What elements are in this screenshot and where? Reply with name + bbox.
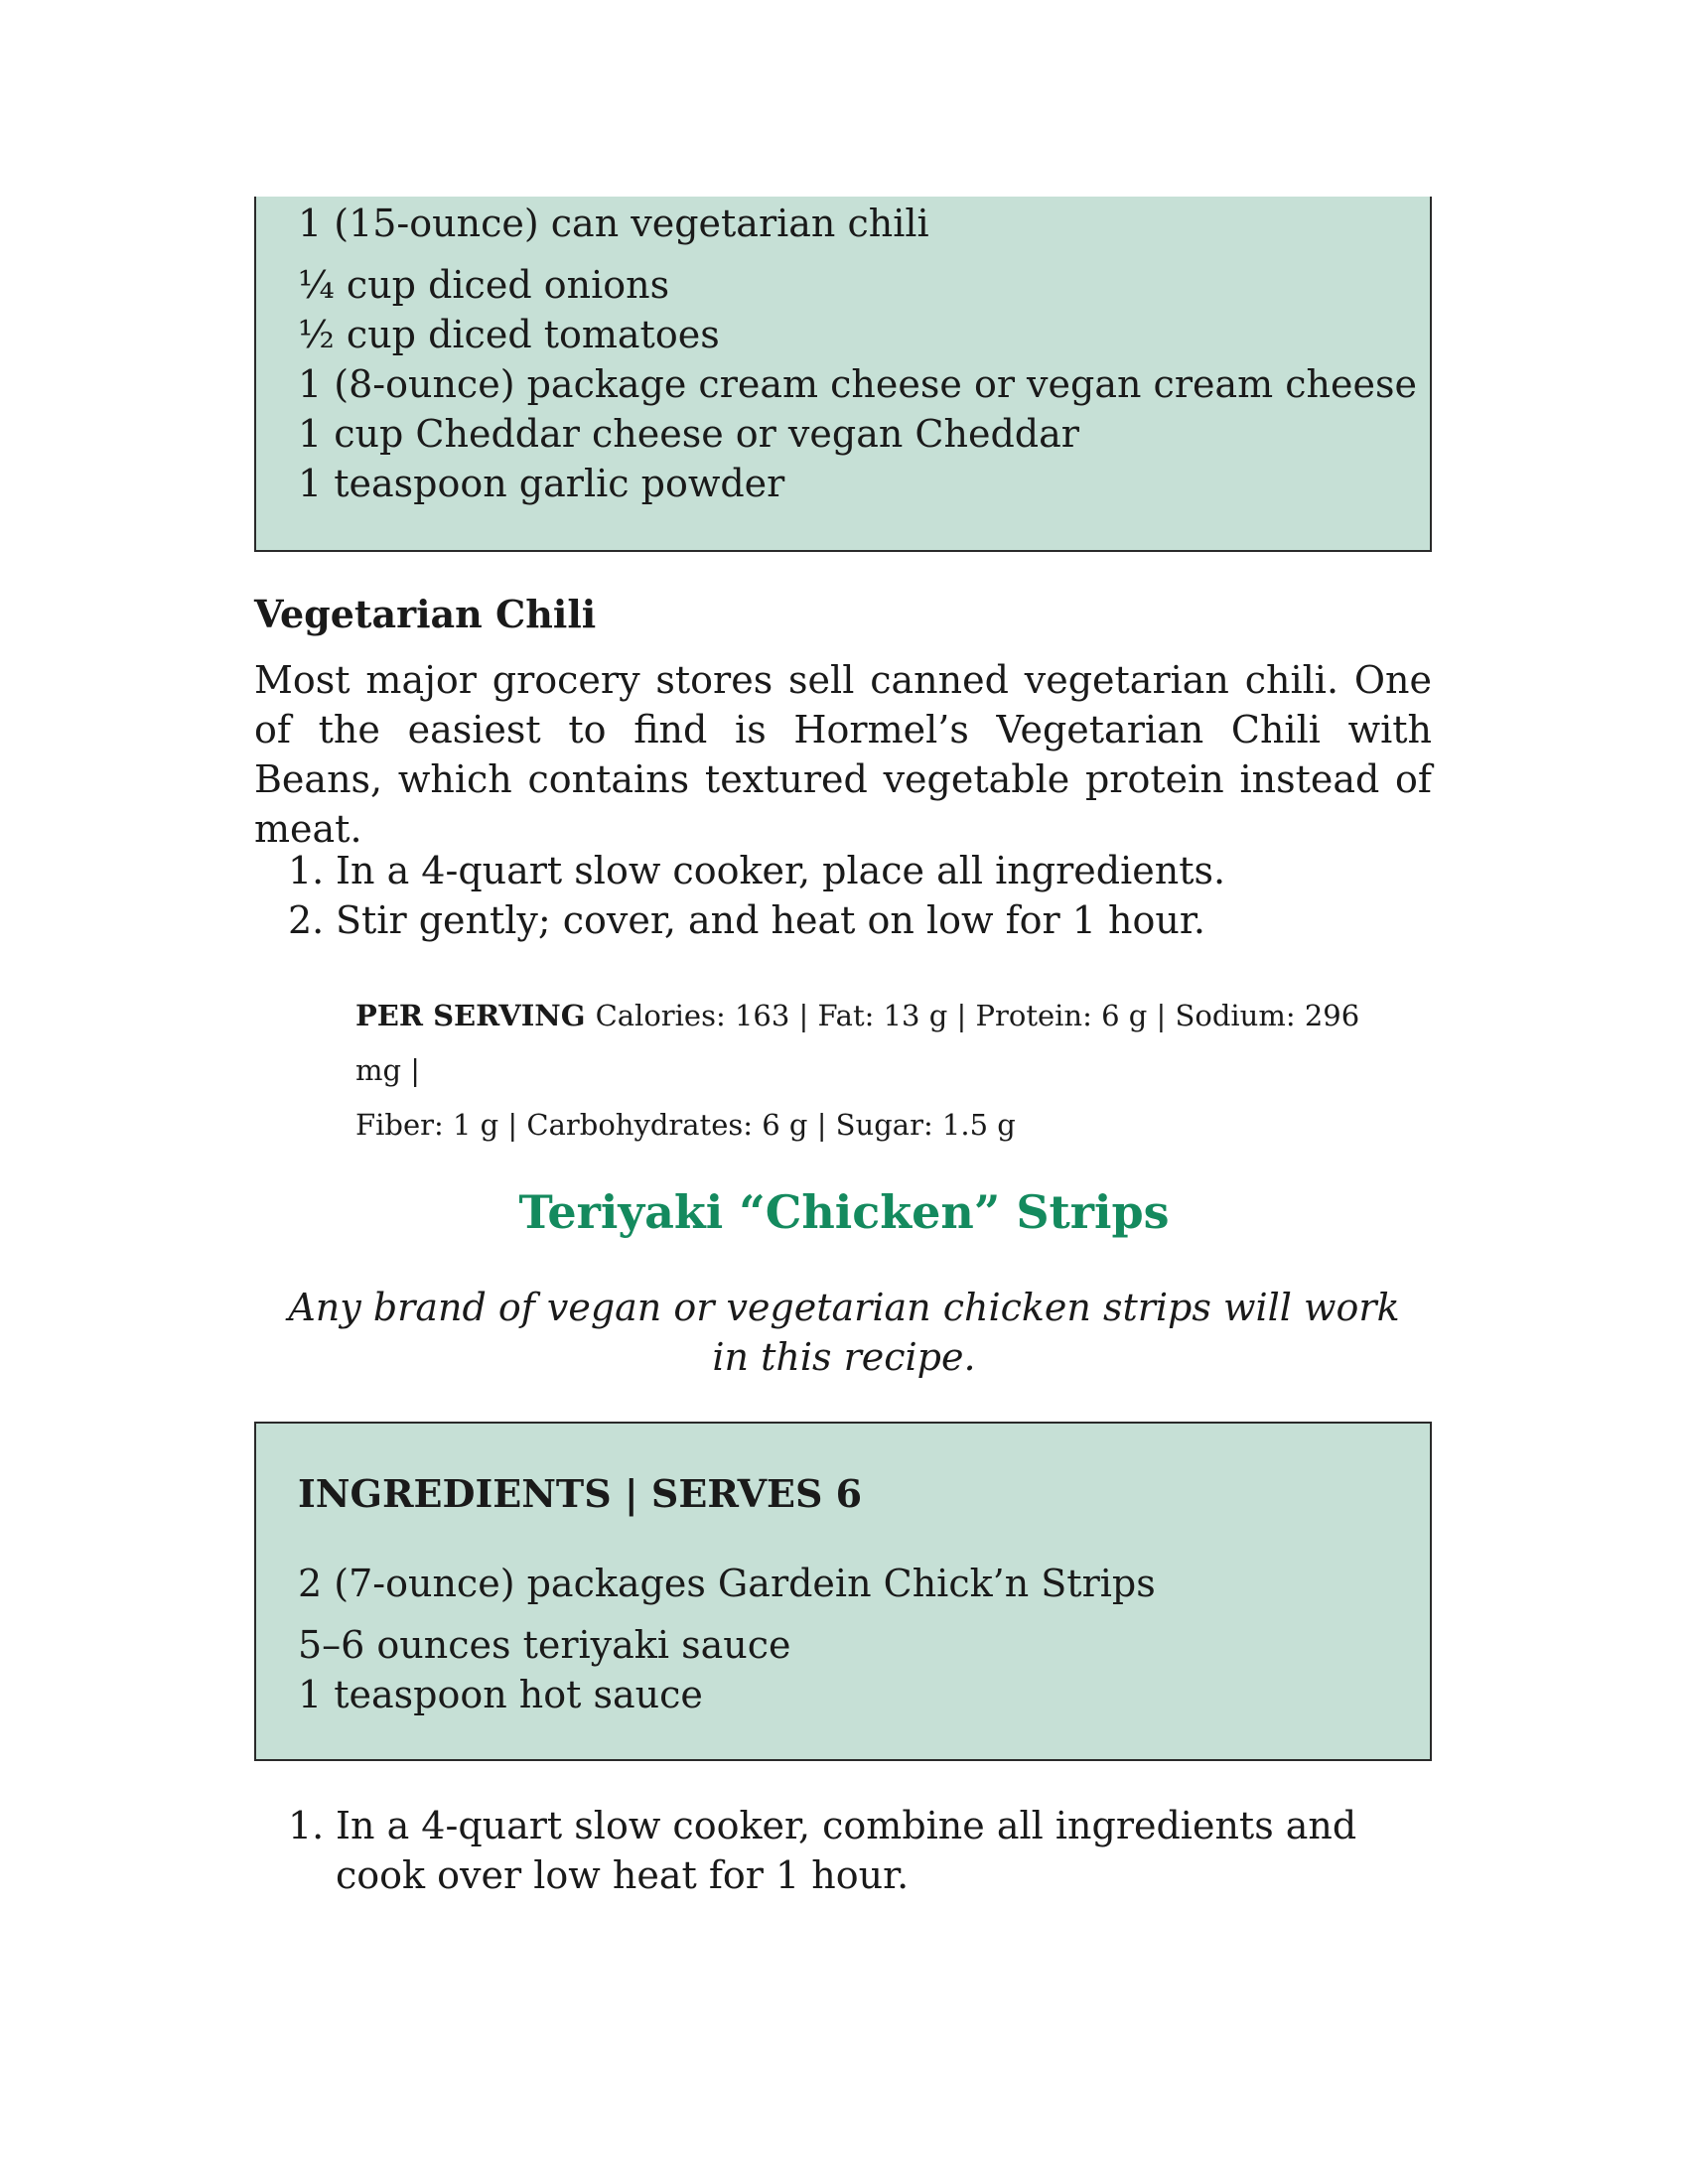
recipe-title: Teriyaki “Chicken” Strips xyxy=(518,1185,1170,1239)
nutrition-label: PER SERVING xyxy=(355,999,586,1032)
recipe-note: Any brand of vegan or vegetarian chicken strips will work in this recipe. xyxy=(288,1286,1400,1379)
step-text: In a 4-quart slow cooker, combine all ingredients and cook over low heat for 1 hour. xyxy=(336,1804,1357,1897)
nutrition-values: Calories: 163 | Fat: 13 g | Protein: 6 g | Sodium: 296 mg | xyxy=(355,999,1360,1087)
ingredient-item: 1 (8-ounce) package cream cheese or vegan cream cheese xyxy=(298,362,1417,406)
ingredient-item: 1 (15-ounce) can vegetarian chili xyxy=(298,202,929,245)
ingredient-item: ¼ cup diced onions xyxy=(298,263,670,307)
step-number: 2. xyxy=(288,898,325,942)
direction-step xyxy=(278,895,1438,945)
step-text: In a 4-quart slow cooker, place all ingredients. xyxy=(336,849,1226,892)
ingredient-item: 1 teaspoon hot sauce xyxy=(298,1673,703,1716)
ingredient-item: 1 cup Cheddar cheese or vegan Cheddar xyxy=(298,412,1079,456)
step-number: 1. xyxy=(288,849,325,892)
ingredient-item: 5–6 ounces teriyaki sauce xyxy=(298,1623,791,1667)
step-number: 1. xyxy=(288,1804,325,1847)
nutrition-line: Fiber: 1 g | Carbohydrates: 6 g | Sugar: 1.5 g xyxy=(355,1108,1016,1142)
ingredients-heading: INGREDIENTS | SERVES 6 xyxy=(298,1471,863,1516)
ingredients-box xyxy=(254,1422,1432,1761)
sidebar-title: Vegetarian Chili xyxy=(254,592,597,636)
ingredient-item: ½ cup diced tomatoes xyxy=(298,313,720,356)
ingredient-item: 2 (7-ounce) packages Gardein Chick’n Strips xyxy=(298,1562,1156,1605)
sidebar-body: Most major grocery stores sell canned vegetarian chili. One of the easiest to find is Hormel’s Vegetarian Chili with Beans, which contains textured vegetable protein instead of meat. xyxy=(254,658,1432,851)
nutrition-line xyxy=(355,989,1388,1098)
direction-step xyxy=(278,846,1438,895)
direction-step xyxy=(278,1801,1438,1900)
directions-list xyxy=(278,846,1438,945)
nutrition-info xyxy=(355,989,1388,1153)
directions-list xyxy=(278,1801,1438,1900)
ingredients-box-continued xyxy=(254,197,1432,552)
step-text: Stir gently; cover, and heat on low for 1 hour. xyxy=(336,898,1205,942)
ingredient-item: 1 teaspoon garlic powder xyxy=(298,462,785,505)
